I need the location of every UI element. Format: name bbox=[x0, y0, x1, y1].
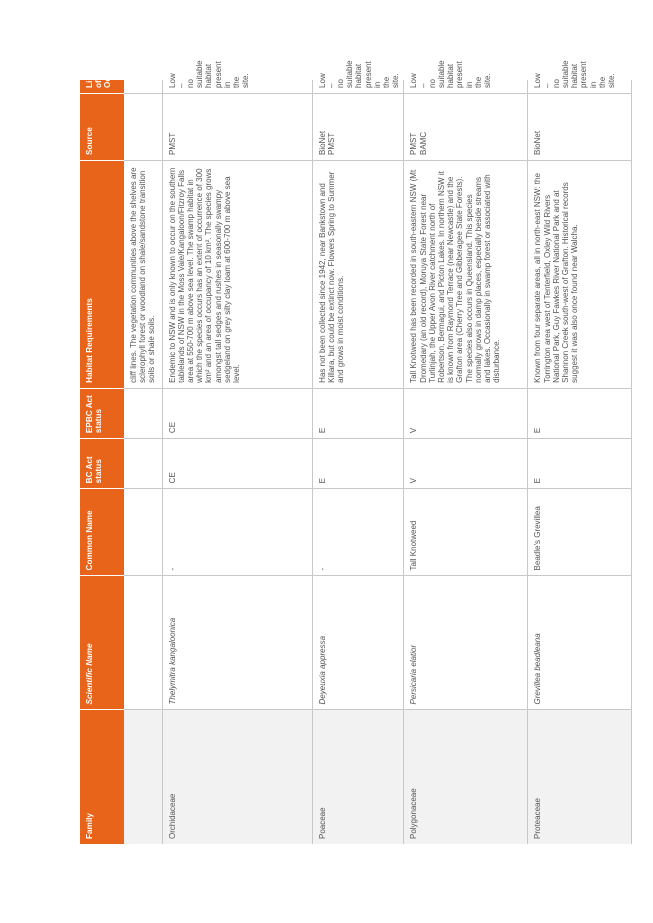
common-name-cell bbox=[124, 489, 162, 576]
bc-status-cell: V bbox=[404, 439, 528, 489]
habitat-cell: cliff lines. The vegetation communities above the shelves are sclerophyll forest or woodland on shale/sandstone transition soils or shale soils. bbox=[124, 160, 162, 388]
header-bc-act-status: BC Act status bbox=[80, 439, 124, 489]
table-row bbox=[162, 80, 312, 844]
epbc-status-cell bbox=[124, 388, 162, 438]
epbc-status-cell: V bbox=[404, 388, 528, 438]
header-epbc-act-status: EPBC Act status bbox=[80, 388, 124, 438]
family-cell: Poaceae bbox=[312, 710, 404, 844]
scientific-name-cell: Persicaria elatior bbox=[404, 576, 528, 710]
source-cell bbox=[124, 93, 162, 160]
bc-status-cell: E bbox=[528, 439, 632, 489]
header-scientific-name: Scientific Name bbox=[80, 576, 124, 710]
scientific-name-cell: Grevillea beadleana bbox=[528, 576, 632, 710]
family-cell: Polygonaceae bbox=[404, 710, 528, 844]
likelihood-cell: Low – no suitable habitat present in the site. bbox=[312, 80, 404, 93]
scientific-name-cell bbox=[124, 576, 162, 710]
source-cell bbox=[312, 93, 404, 160]
source-line: PMST bbox=[326, 132, 336, 155]
source-line: PMST bbox=[409, 132, 419, 155]
family-cell bbox=[124, 710, 162, 844]
likelihood-cell bbox=[124, 80, 162, 93]
epbc-status-cell: E bbox=[528, 388, 632, 438]
source-line: BioNet bbox=[533, 130, 543, 155]
habitat-cell: Endemic to NSW and is only known to occur on the southern tablelands of NSW in the Moss Vale/Kangaloon/Fitzroy Falls area at 550-700 m above sea level. The swamp habitat in which the species occurs has an extent of occurrence of 300 km² and an area of occupancy of 10 km². The species grows amongst tall sedges and rushes in seasonally swampy sedgeland on grey silty clay loam at 600-700 m above sea level. bbox=[162, 160, 312, 388]
epbc-status-cell: CE bbox=[162, 388, 312, 438]
habitat-cell: Has not been collected since 1942, near Bankstown and Killara, but could be extinct now. Flowers Spring to Summer and grows in moist conditions. bbox=[312, 160, 404, 388]
scientific-name-cell: Thelymitra kangaloonica bbox=[162, 576, 312, 710]
habitat-cell: Known from four separate areas, all in north-east NSW: the Torrington area west of Tenterfield, Oxley Wild Rivers National Park, Guy Fawkes River National Park and at Shannon Creek south-west of Grafton. Historical records suggest it was also once found near Walcha. bbox=[528, 160, 632, 388]
bc-status-cell: E bbox=[312, 439, 404, 489]
header-family: Family bbox=[80, 710, 124, 844]
common-name-cell: Tall Knotweed bbox=[404, 489, 528, 576]
header-habitat-requirements: Habitat Requirements bbox=[80, 160, 124, 388]
source-line: BAMC bbox=[418, 131, 428, 155]
header-likelihood: Likelihood of Occurrence bbox=[80, 80, 124, 93]
bc-status-cell bbox=[124, 439, 162, 489]
source-cell bbox=[162, 93, 312, 160]
table-row bbox=[404, 80, 528, 844]
likelihood-cell: Low – no suitable habitat present in the site. bbox=[162, 80, 312, 93]
header-source: Source bbox=[80, 93, 124, 160]
table-row-continuation bbox=[124, 80, 162, 844]
bc-status-cell: CE bbox=[162, 439, 312, 489]
common-name-cell: - bbox=[162, 489, 312, 576]
habitat-cell: Tall Knotweed has been recorded in south-eastern NSW (Mt Dromedary (an old record), Moruya State Forest near Turlinjah, the Upper Avon River catchment north of Robertson, Bermagui, and Picton Lakes. In northern NSW it is known from Raymond Terrace (near Newcastle) and the Grafton area (Cherry Tree and Gibberagee State Forests). The species also occurs in Queensland. This species normally grows in damp places, especially beside streams and lakes. Occasionally in swamp forest or associated with disturbance. bbox=[404, 160, 528, 388]
source-cell bbox=[528, 93, 632, 160]
rotated-page bbox=[80, 42, 616, 844]
table-row bbox=[312, 80, 404, 844]
source-cell bbox=[404, 93, 528, 160]
header-common-name: Common Name bbox=[80, 489, 124, 576]
header-row bbox=[80, 80, 124, 844]
family-cell: Proteaceae bbox=[528, 710, 632, 844]
table-row bbox=[528, 80, 632, 844]
habitat-table bbox=[80, 42, 632, 844]
source-line: BioNet bbox=[317, 130, 327, 155]
likelihood-cell: Low – no suitable habitat present in the site. bbox=[404, 80, 528, 93]
likelihood-cell: Low – no suitable habitat present in the site. bbox=[528, 80, 632, 93]
common-name-cell: - bbox=[312, 489, 404, 576]
epbc-status-cell: E bbox=[312, 388, 404, 438]
common-name-cell: Beadle's Grevillea bbox=[528, 489, 632, 576]
scientific-name-cell: Deyeuxia appressa bbox=[312, 576, 404, 710]
source-line: PMST bbox=[167, 132, 177, 155]
family-cell: Orchidaceae bbox=[162, 710, 312, 844]
